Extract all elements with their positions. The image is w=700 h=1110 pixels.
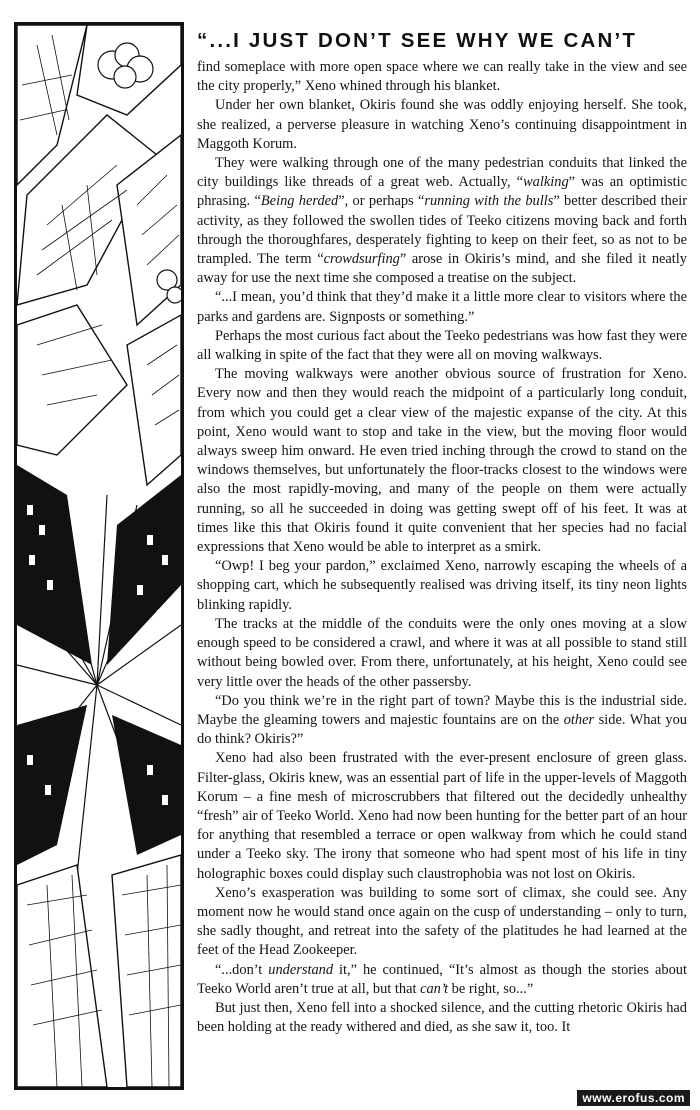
story-paragraph xyxy=(197,288,687,326)
city-illustration-panel xyxy=(14,22,184,1090)
paragraph-text: They were walking through one of the many pedestrian conduits that linked the city buildings like threads of a great web. Actually, “ xyxy=(197,155,687,191)
emphasized-text: other xyxy=(563,711,595,728)
paragraph-text: “Owp! I beg your pardon,” exclaimed Xeno, narrowly escaping the wheels of a shopping cart, which he subsequently realised was driving itself, its tiny neon lights blinking rapidly. xyxy=(197,558,687,613)
story-paragraph xyxy=(197,749,687,883)
story-paragraph xyxy=(197,884,687,961)
story-paragraph xyxy=(197,365,687,557)
story-text-column xyxy=(197,28,687,1103)
emphasized-text: walking xyxy=(523,174,569,191)
paragraph-text: find someplace with more open space where we can really take in the view and see the city properly,” Xeno whined through his blanket. xyxy=(197,59,687,95)
site-watermark: www.erofus.com xyxy=(577,1090,690,1106)
paragraph-text: ”, or perhaps “ xyxy=(338,193,425,210)
emphasized-text: Being herded xyxy=(260,193,339,210)
paragraph-text: Xeno had also been frustrated with the ever-present enclosure of green glass. Filter-glass, Okiris knew, was an essential part of life in the upper-levels of Maggoth Korum – a fine mesh of microscrubbers that filtered out the decidedly unhealthy “fresh” air of Teeko World. Xeno had now been hunting for the better part of an hour for anything that resembled a terrace or open walkway from which he could stand under a Teeko sky. The irony that someone who had spent most of his life in tiny holographic boxes could display such claustrophobia was not lost on Okiris. xyxy=(197,750,687,882)
paragraph-text: ” better described their activity, as they followed the swollen tides of Teeko citizens moving back and forth through the thoroughfares, desperately fighting to keep on their feet, so as not to be trampled. The term “ xyxy=(197,193,687,268)
emphasized-text: can’t xyxy=(420,980,449,997)
story-paragraph xyxy=(197,327,687,365)
emphasized-text: crowdsurfing xyxy=(323,251,400,268)
emphasized-text: running with the bulls xyxy=(424,193,554,210)
story-paragraph xyxy=(197,692,687,750)
paragraph-text: ” was an optimistic phrasing. “ xyxy=(197,174,687,210)
paragraph-text: “...don’t xyxy=(215,961,269,978)
paragraph-text: “...I mean, you’d think that they’d make it a little more clear to visitors where the parks and gardens are. Signposts or something.” xyxy=(197,289,687,325)
chapter-headline: “...I JUST DON’T SEE WHY WE CAN’T xyxy=(197,29,638,52)
paragraph-text: it,” he continued, “It’s almost as though the stories about Teeko World aren’t true at all, but that xyxy=(197,961,687,997)
story-paragraph xyxy=(197,557,687,615)
story-paragraph xyxy=(197,96,687,154)
story-paragraph xyxy=(197,58,687,96)
paragraph-text: be right, so...” xyxy=(448,980,534,997)
paragraph-text: Xeno’s exasperation was building to some sort of climax, she could see. Any moment now he would stand once again on the cusp of understanding – only to turn, she sadly thought, and retreat into the safety of the platitudes he had learned at the feet of the Head Zookeeper. xyxy=(197,884,687,959)
paragraph-text: But just then, Xeno fell into a shocked silence, and the cutting rhetoric Okiris had been holding at the ready withered and died, as she saw it, too. It xyxy=(197,999,687,1036)
story-paragraph xyxy=(197,154,687,288)
paragraph-text: Perhaps the most curious fact about the Teeko pedestrians was how fast they were all walking in spite of the fact that they were all on moving walkways. xyxy=(197,327,687,364)
story-paragraph xyxy=(197,999,687,1037)
emphasized-text: understand xyxy=(268,961,334,978)
story-paragraph xyxy=(197,615,687,692)
paragraph-text: Under her own blanket, Okiris found she was oddly enjoying herself. She took, she realized, a perverse pleasure in watching Xeno’s continuing disappointment in Maggoth Korum. xyxy=(197,97,687,152)
paragraph-text: side. What you do think? Okiris?” xyxy=(197,711,687,748)
story-paragraph xyxy=(197,961,687,999)
paragraph-text: The tracks at the middle of the conduits were the only ones moving at a slow enough speed to be considered a crawl, and where it was at all possible to stand still without being bowled over. From there, unfortunately, at his height, Xeno could see very little over the heads of the other passersby. xyxy=(197,615,687,690)
story-paragraphs xyxy=(197,58,687,1037)
paragraph-text: ” arose in Okiris’s mind, and she filed it neatly away for use the next time she composed a treatise on the subject. xyxy=(197,251,687,287)
paragraph-text: The moving walkways were another obvious source of frustration for Xeno. Every now and then they would reach the midpoint of a particularly long conduit, from which you could get a clear view of the majestic expanse of the city. At this point, Xeno would want to stop and take in the view, but the moving floor would always sweep him onward. He even tried inching through the crowd to stand on the windows themselves, but unfortunately the floor-tracks closest to the windows were also the most rapidly-moving, and many of the people on them were actually running, so all he succeeded in doing was getting swept off of his feet. It was at times like this that Okiris found it quite convenient that her species had no facial expressions that Xeno would be able to interpret as a smirk. xyxy=(197,366,687,556)
paragraph-text: “Do you think we’re in the right part of town? Maybe this is the industrial side. Maybe the gleaming towers and majestic fountains are on the xyxy=(197,692,687,728)
city-illustration xyxy=(17,25,181,1087)
